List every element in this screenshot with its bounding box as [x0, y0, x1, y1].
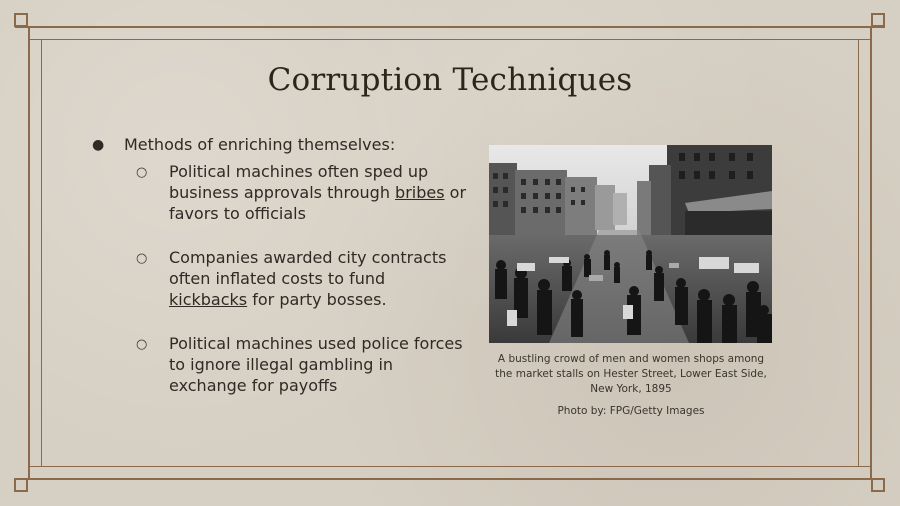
photo-caption: A bustling crowd of men and women shops among the market stalls on Hester Street, Lower East Side, New York, 1895 [495, 353, 767, 395]
sub-bullet-payoffs [136, 333, 472, 396]
hollow-circle-bullet-icon: ○ [136, 165, 148, 180]
hollow-circle-bullet-icon: ○ [136, 251, 148, 266]
frame-right-inner [858, 39, 859, 467]
sub-bullet-text [169, 161, 469, 224]
sub-text-before: Companies awarded city contracts often inflated costs to fund [169, 248, 447, 288]
frame-bottom-inner [28, 466, 872, 467]
frame-corner-bl [14, 478, 28, 492]
frame-top-outer [15, 26, 885, 28]
slide-title: Corruption Techniques [267, 62, 633, 98]
frame-top-inner [28, 39, 872, 40]
sub-bullet-kickbacks [136, 247, 472, 310]
bribes-link[interactable]: bribes [395, 183, 445, 202]
sub-bullet-text: Political machines used police forces to ignore illegal gambling in exchange for payoffs [169, 334, 463, 395]
frame-corner-br [871, 478, 885, 492]
sub-bullet-bribes [136, 161, 472, 224]
main-bullet-text: Methods of enriching themselves: [124, 135, 396, 154]
frame-bottom-outer [15, 478, 885, 480]
photo-credit: Photo by: FPG/Getty Images [557, 405, 705, 417]
sub-text-after: for party bosses. [247, 290, 387, 309]
sub-text-after: or favors to officials [169, 183, 467, 223]
frame-corner-tr [871, 13, 885, 27]
sub-text-before: Political machines often sped up business approvals through [169, 162, 429, 202]
bullet-list [92, 134, 472, 396]
hollow-circle-bullet-icon: ○ [136, 337, 148, 352]
sub-bullet-text [169, 247, 459, 310]
frame-left-inner [41, 39, 42, 467]
hester-street-photo [489, 145, 772, 343]
kickbacks-link[interactable]: kickbacks [169, 290, 248, 309]
main-bullet [92, 134, 472, 156]
filled-circle-bullet-icon: ● [92, 137, 105, 153]
frame-corner-tl [14, 13, 28, 27]
